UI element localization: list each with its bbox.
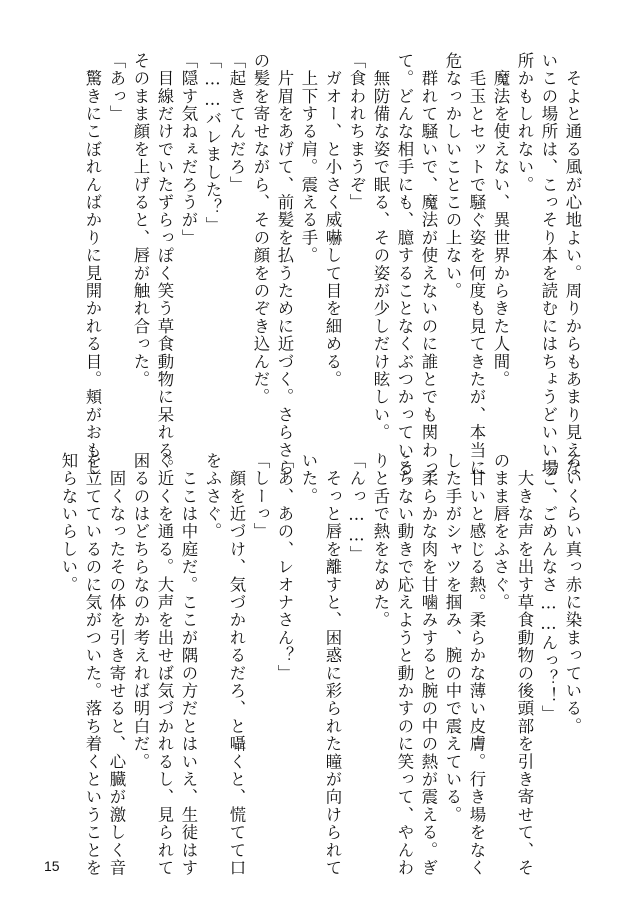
text-line: 「あっ」 bbox=[107, 52, 126, 123]
text-line: 所かもしれない。 bbox=[515, 52, 534, 194]
text-line: 群れて騒いで、魔法が使えないのに誰とでも関わっ bbox=[419, 52, 438, 477]
text-line: 「ご、ごめんなさ……んっ？！」 bbox=[539, 452, 558, 723]
text-line: 「あ、あの、レオナさん？」 bbox=[275, 452, 294, 683]
text-line: 「隠す気ねぇだろうが」 bbox=[179, 52, 198, 247]
text-line: 「起きてんだろ」 bbox=[227, 52, 246, 194]
text-line: 困るのはどちらなのか考えれば明白だ。 bbox=[131, 452, 150, 771]
text-line: いこの場所は、こっそり本を読むにはちょうどいい場 bbox=[539, 52, 558, 477]
text-line: 知らないらしい。 bbox=[59, 452, 78, 594]
text-line: 大きな声を出す草食動物の後頭部を引き寄せて、そ bbox=[515, 452, 534, 877]
page-number: 15 bbox=[44, 858, 60, 874]
text-line: 「……バレました？」 bbox=[203, 52, 222, 235]
text-line: ぐ近くを通る。大声を出せば気づかれるし、見られて bbox=[155, 452, 174, 877]
text-line: 柔らかな肉を甘噛みすると腕の中の熱が震える。ぎ bbox=[419, 452, 438, 877]
text-line: 毛玉とセットで騒ぐ姿を何度も見てきたが、本当に bbox=[467, 52, 486, 477]
text-line: ろいくらい真っ赤に染まっている。 bbox=[563, 452, 582, 736]
text-column-upper bbox=[64, 52, 584, 495]
text-line: 驚きにこぼれんばかりに見開かれる目。頬がおもし bbox=[83, 52, 102, 477]
text-line: 危なっかしいことこの上ない。 bbox=[443, 52, 462, 300]
text-line: 固くなったその体を引き寄せると、心臓が激しく音 bbox=[107, 452, 126, 877]
text-line: 「しーっ」 bbox=[251, 452, 270, 541]
text-line: 片眉をあげて、前髪を払うために近づく。さらさら bbox=[275, 52, 294, 477]
text-line: ガオー、と小さく威嚇して目を細める。 bbox=[323, 52, 342, 389]
text-line: した手がシャツを掴み、腕の中で震えている。 bbox=[443, 452, 462, 824]
text-line: そっと唇を離すと、困惑に彩られた瞳が向けられて bbox=[323, 452, 342, 877]
text-line: 顔を近づけ、気づかれるだろ、と囁くと、慌てて口 bbox=[227, 452, 246, 877]
text-line: を立てているのに気がついた。落ち着くということを bbox=[83, 452, 102, 877]
text-line: 「食われちまうぞ」 bbox=[347, 52, 366, 212]
text-line: りと舌で熱をなめた。 bbox=[371, 452, 390, 629]
text-line: をふさぐ。 bbox=[203, 452, 222, 541]
text-line: こちない動きで応えようと動かすのに笑って、やんわ bbox=[395, 452, 414, 877]
text-line: そのまま顔を上げると、唇が触れ合った。 bbox=[131, 52, 150, 389]
text-line: ここは中庭だ。ここが隅の方だとはいえ、生徒はす bbox=[179, 452, 198, 877]
text-line: の髪を寄せながら、その顔をのぞき込んだ。 bbox=[251, 52, 270, 406]
text-line: 「んっ……」 bbox=[347, 452, 366, 564]
text-line: 上下する肩。震える手。 bbox=[299, 52, 318, 265]
text-line: のまま唇をふさぐ。 bbox=[491, 452, 510, 612]
text-column-lower bbox=[59, 452, 584, 877]
text-line: 甘いと感じる熱。柔らかな薄い皮膚。行き場をなく bbox=[467, 452, 486, 877]
text-line: 目線だけでいたずらっぽく笑う草食動物に呆れる。 bbox=[155, 52, 174, 477]
text-line: いた。 bbox=[299, 452, 318, 506]
text-line: そよと通る風が心地よい。周りからもあまり見えな bbox=[563, 52, 582, 477]
text-line: て。どんな相手にも、臆することなくぶつかっている。 bbox=[395, 52, 414, 495]
text-line: 魔法を使えない、異世界からきた人間。 bbox=[491, 52, 510, 389]
text-line: 無防備な姿で眠る、その姿が少しだけ眩しい。 bbox=[371, 52, 390, 442]
